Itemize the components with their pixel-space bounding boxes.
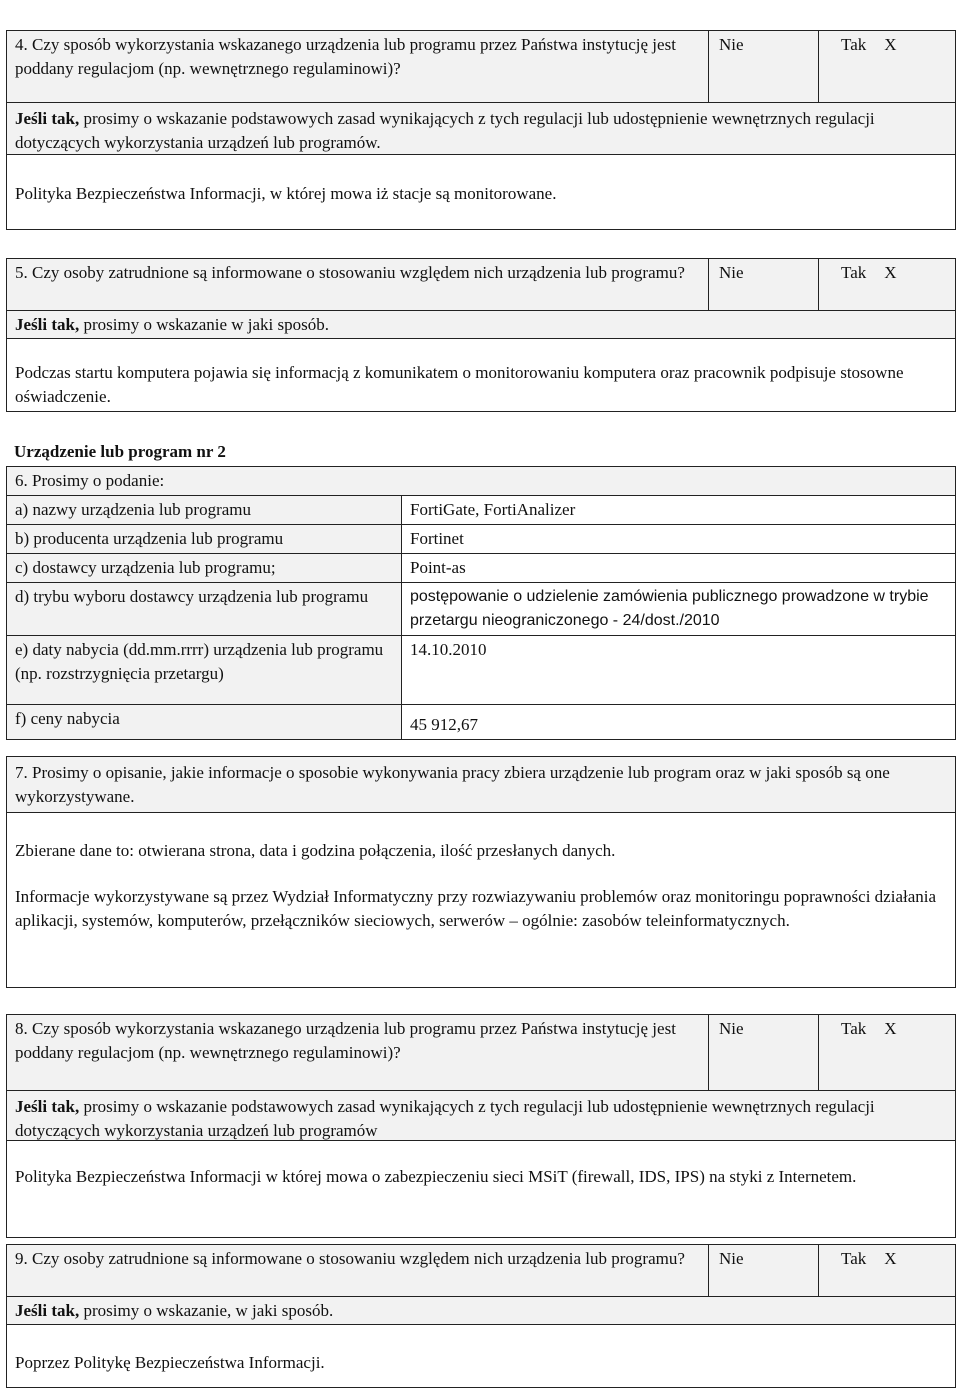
row-label: f) ceny nabycia: [7, 705, 402, 740]
question-8-answer: Polityka Bezpieczeństwa Informacji w której mowa o zabezpieczeniu sieci MSiT (firewall, IDS, IPS) na styki z Internetem.: [15, 1167, 857, 1186]
answer-tak: Tak: [841, 263, 867, 282]
question-9-followup: [7, 1297, 955, 1325]
answer-tak: Tak: [841, 1019, 867, 1038]
question-4-row: [7, 31, 955, 103]
followup-text: prosimy o wskazanie, w jaki sposób.: [79, 1301, 334, 1320]
answer-mark: X: [884, 1249, 897, 1268]
followup-bold: Jeśli tak,: [15, 1301, 80, 1320]
followup-bold: Jeśli tak,: [15, 1097, 80, 1116]
answer-mark: X: [884, 263, 897, 282]
question-5-row: [7, 259, 955, 311]
answer-tak-cell: [819, 31, 955, 102]
row-label: a) nazwy urządzenia lub programu: [7, 496, 402, 525]
followup-bold: Jeśli tak,: [15, 315, 80, 334]
row-label: e) daty nabycia (dd.mm.rrrr) urządzenia lub programu (np. rozstrzygnięcia przetargu): [7, 636, 402, 705]
answer-paragraph-2: Informacje wykorzystywane są przez Wydział Informatyczny przy rozwiazywaniu problemów oraz monitoringu poprawności działania aplikacji, systemów, komputerów, przełączników sieciowych, serwerów – ogólnie: zasobów teleinformatycznych.: [15, 887, 937, 930]
table-row: [7, 583, 956, 636]
question-4-answer: Polityka Bezpieczeństwa Informacji, w której mowa iż stacje są monitorowane.: [15, 184, 557, 203]
table-row: [7, 525, 956, 554]
question-7-answer: [7, 813, 955, 987]
question-5-text: 5. Czy osoby zatrudnione są informowane o stosowaniu względem nich urządzenia lub programu?: [7, 259, 709, 310]
answer-nie: Nie: [709, 1245, 819, 1296]
answer-mark: X: [884, 35, 897, 54]
question-5-followup: [7, 311, 955, 339]
row-value: 45 912,67: [402, 705, 956, 740]
answer-tak: Tak: [841, 1249, 867, 1268]
device-2-heading: Urządzenie lub program nr 2: [14, 442, 226, 461]
row-value: postępowanie o udzielenie zamówienia publicznego prowadzone w trybie przetargu nieograniczonego - 24/dost./2010: [402, 583, 956, 636]
q6-label: 6. Prosimy o podanie:: [7, 467, 956, 496]
answer-tak-cell: [819, 259, 955, 310]
question-9-box: [6, 1244, 956, 1388]
row-label: d) trybu wyboru dostawcy urządzenia lub programu: [7, 583, 402, 636]
question-4-box: [6, 30, 956, 230]
table-row: [7, 705, 956, 740]
followup-text: prosimy o wskazanie w jaki sposób.: [79, 315, 330, 334]
answer-nie: Nie: [709, 31, 819, 102]
row-label: c) dostawcy urządzenia lub programu;: [7, 554, 402, 583]
table-row: [7, 496, 956, 525]
answer-nie: Nie: [709, 1015, 819, 1090]
question-5-answer-cells: [709, 259, 955, 310]
row-value: FortiGate, FortiAnalizer: [402, 496, 956, 525]
question-8-box: [6, 1014, 956, 1238]
question-9-answer-cells: [709, 1245, 955, 1296]
answer-nie: Nie: [709, 259, 819, 310]
question-8-text: 8. Czy sposób wykorzystania wskazanego urządzenia lub programu przez Państwa instytucję jest poddany regulacjom (np. wewnętrznego regulaminowi)?: [7, 1015, 709, 1090]
question-4-text: 4. Czy sposób wykorzystania wskazanego urządzenia lub programu przez Państwa instytucję jest poddany regulacjom (np. wewnętrznego regulaminowi)?: [7, 31, 709, 102]
row-value: 14.10.2010: [402, 636, 956, 705]
answer-paragraph-1: Zbierane dane to: otwierana strona, data i godzina połączenia, ilość przesłanych danych.: [15, 841, 616, 860]
followup-text: prosimy o wskazanie podstawowych zasad wynikających z tych regulacji lub udostępnienie wewnętrznych regulacji dotyczących wykorzystania urządzeń lub programów: [15, 1097, 875, 1140]
row-value: Fortinet: [402, 525, 956, 554]
followup-text: prosimy o wskazanie podstawowych zasad wynikających z tych regulacji lub udostępnienie wewnętrznych regulacji dotyczących wykorzystania urządzeń lub programów.: [15, 109, 875, 152]
answer-tak-cell: [819, 1245, 955, 1296]
question-8-row: [7, 1015, 955, 1091]
question-8-followup: [7, 1091, 955, 1141]
row-label: b) producenta urządzenia lub programu: [7, 525, 402, 554]
device-2-table: [6, 466, 956, 740]
question-4-answer-cells: [709, 31, 955, 102]
question-5-answer: Podczas startu komputera pojawia się informacją z komunikatem o monitorowaniu komputera oraz pracownik podpisuje stosowne oświadczenie.: [15, 363, 904, 406]
row-value: Point-as: [402, 554, 956, 583]
question-9-row: [7, 1245, 955, 1297]
answer-tak: Tak: [841, 35, 867, 54]
table-row: [7, 554, 956, 583]
question-4-followup: [7, 103, 955, 155]
table-row: [7, 636, 956, 705]
answer-mark: X: [884, 1019, 897, 1038]
question-9-answer: Poprzez Politykę Bezpieczeństwa Informacji.: [15, 1353, 325, 1372]
question-9-text: 9. Czy osoby zatrudnione są informowane o stosowaniu względem nich urządzenia lub programu?: [7, 1245, 709, 1296]
q6-label-row: [7, 467, 956, 496]
question-7-box: [6, 756, 956, 988]
question-5-box: [6, 258, 956, 412]
answer-tak-cell: [819, 1015, 955, 1090]
question-8-answer-cells: [709, 1015, 955, 1090]
followup-bold: Jeśli tak,: [15, 109, 80, 128]
question-7-text: 7. Prosimy o opisanie, jakie informacje o sposobie wykonywania pracy zbiera urządzenie lub program oraz w jaki sposób są one wykorzystywane.: [7, 757, 955, 813]
